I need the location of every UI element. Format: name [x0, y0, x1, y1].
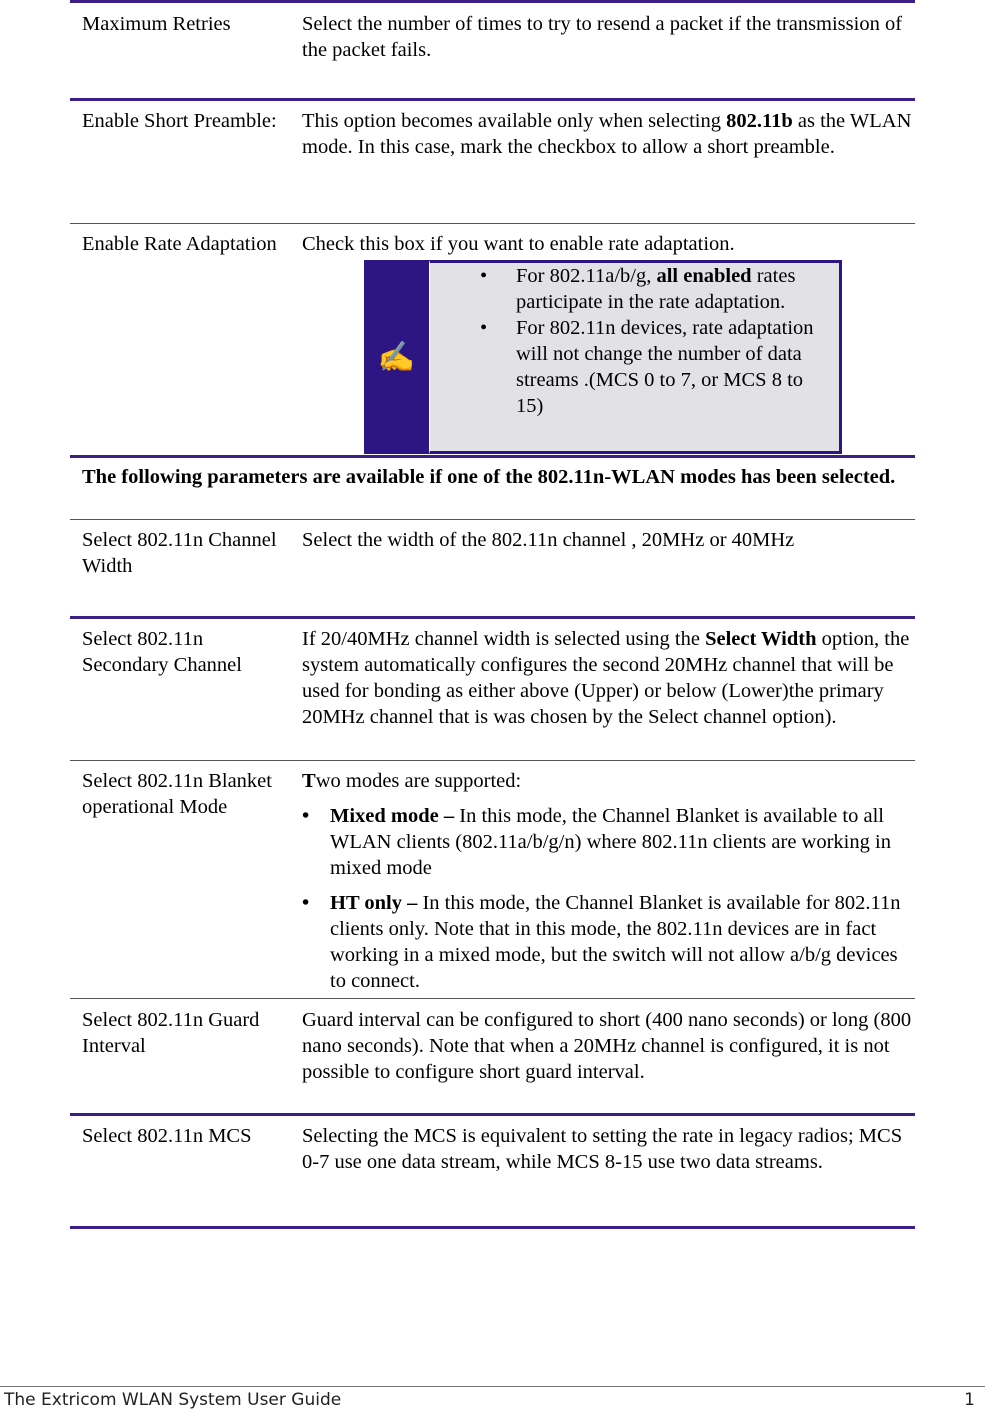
- page-number: 1: [964, 1390, 975, 1410]
- param-description: [302, 768, 912, 994]
- mode-bullet-item: • Mixed mode – In this mode, the Channel Blanket is available to all WLAN clients (802.11a/b/g/n) where 802.11n clients are working in mixed mode: [302, 805, 891, 879]
- page-footer: [0, 1386, 985, 1412]
- mode-bullet-item: • HT only – In this mode, the Channel Blanket is available for 802.11n clients only. Note that in this mode, the 802.11n devices are in fact working in a mixed mode, but the switch will not allow a/b/g devices to connect.: [302, 892, 901, 992]
- param-label: Select 802.11n Secondary Channel: [82, 628, 242, 676]
- row-mcs: [70, 1113, 915, 1229]
- note-bullet-item: • For 802.11a/b/g, all enabled rates participate in the rate adaptation.: [480, 265, 796, 313]
- row-secondary-channel: [70, 616, 915, 760]
- param-description: Select the number of times to try to resend a packet if the transmission of the packet fails.: [302, 13, 903, 61]
- param-description: Check this box if you want to enable rate adaptation.: [302, 233, 735, 255]
- modes-intro: Two modes are supported:: [302, 770, 522, 792]
- footer-title: The Extricom WLAN System User Guide: [4, 1390, 342, 1410]
- bullet-icon: •: [480, 317, 488, 339]
- param-label: Select 802.11n Blanket operational Mode: [82, 770, 272, 818]
- section-heading-row: [70, 455, 915, 519]
- note-callout: [364, 260, 842, 454]
- row-blanket-mode: [70, 760, 915, 998]
- section-heading: The following parameters are available if one of the 802.11n-WLAN modes has been selected.: [82, 466, 896, 488]
- param-description: This option becomes available only when selecting 802.11b as the WLAN mode. In this case, mark the checkbox to allow a short preamble.: [302, 110, 912, 158]
- row-maximum-retries: [70, 0, 915, 98]
- row-channel-width: [70, 519, 915, 616]
- note-bullet-item: • For 802.11n devices, rate adaptation will not change the number of data streams .(MCS 0 to 7, or MCS 8 to 15): [480, 317, 814, 417]
- row-guard-interval: [70, 998, 915, 1113]
- param-label: Enable Rate Adaptation: [82, 233, 277, 255]
- param-label: Select 802.11n Channel Width: [82, 529, 277, 577]
- param-description: Guard interval can be configured to short (400 nano seconds) or long (800 nano seconds). Note that when a 20MHz channel is configured, it is not possible to configure short guard interval.: [302, 1009, 912, 1083]
- param-label: Enable Short Preamble:: [82, 110, 277, 132]
- row-enable-rate-adaptation: [70, 223, 915, 455]
- bullet-icon: •: [480, 265, 488, 287]
- bullet-icon: •: [302, 892, 310, 914]
- param-description: If 20/40MHz channel width is selected using the Select Width option, the system automatically configures the second 20MHz channel that will be used for bonding as either above (Upper) or below (Lower)the primary 20MHz channel that is was chosen by the Select channel option).: [302, 628, 910, 728]
- row-enable-short-preamble: [70, 98, 915, 223]
- bullet-icon: •: [302, 805, 310, 827]
- param-label: Maximum Retries: [82, 13, 231, 35]
- note-pencil-icon: ✍: [364, 260, 429, 454]
- param-description: Select the width of the 802.11n channel , 20MHz or 40MHz: [302, 529, 795, 551]
- param-label: Select 802.11n Guard Interval: [82, 1009, 260, 1057]
- param-label: Select 802.11n MCS: [82, 1125, 252, 1147]
- note-box: [429, 260, 842, 454]
- param-description: Selecting the MCS is equivalent to setting the rate in legacy radios; MCS 0-7 use one data stream, while MCS 8-15 use two data streams.: [302, 1125, 903, 1173]
